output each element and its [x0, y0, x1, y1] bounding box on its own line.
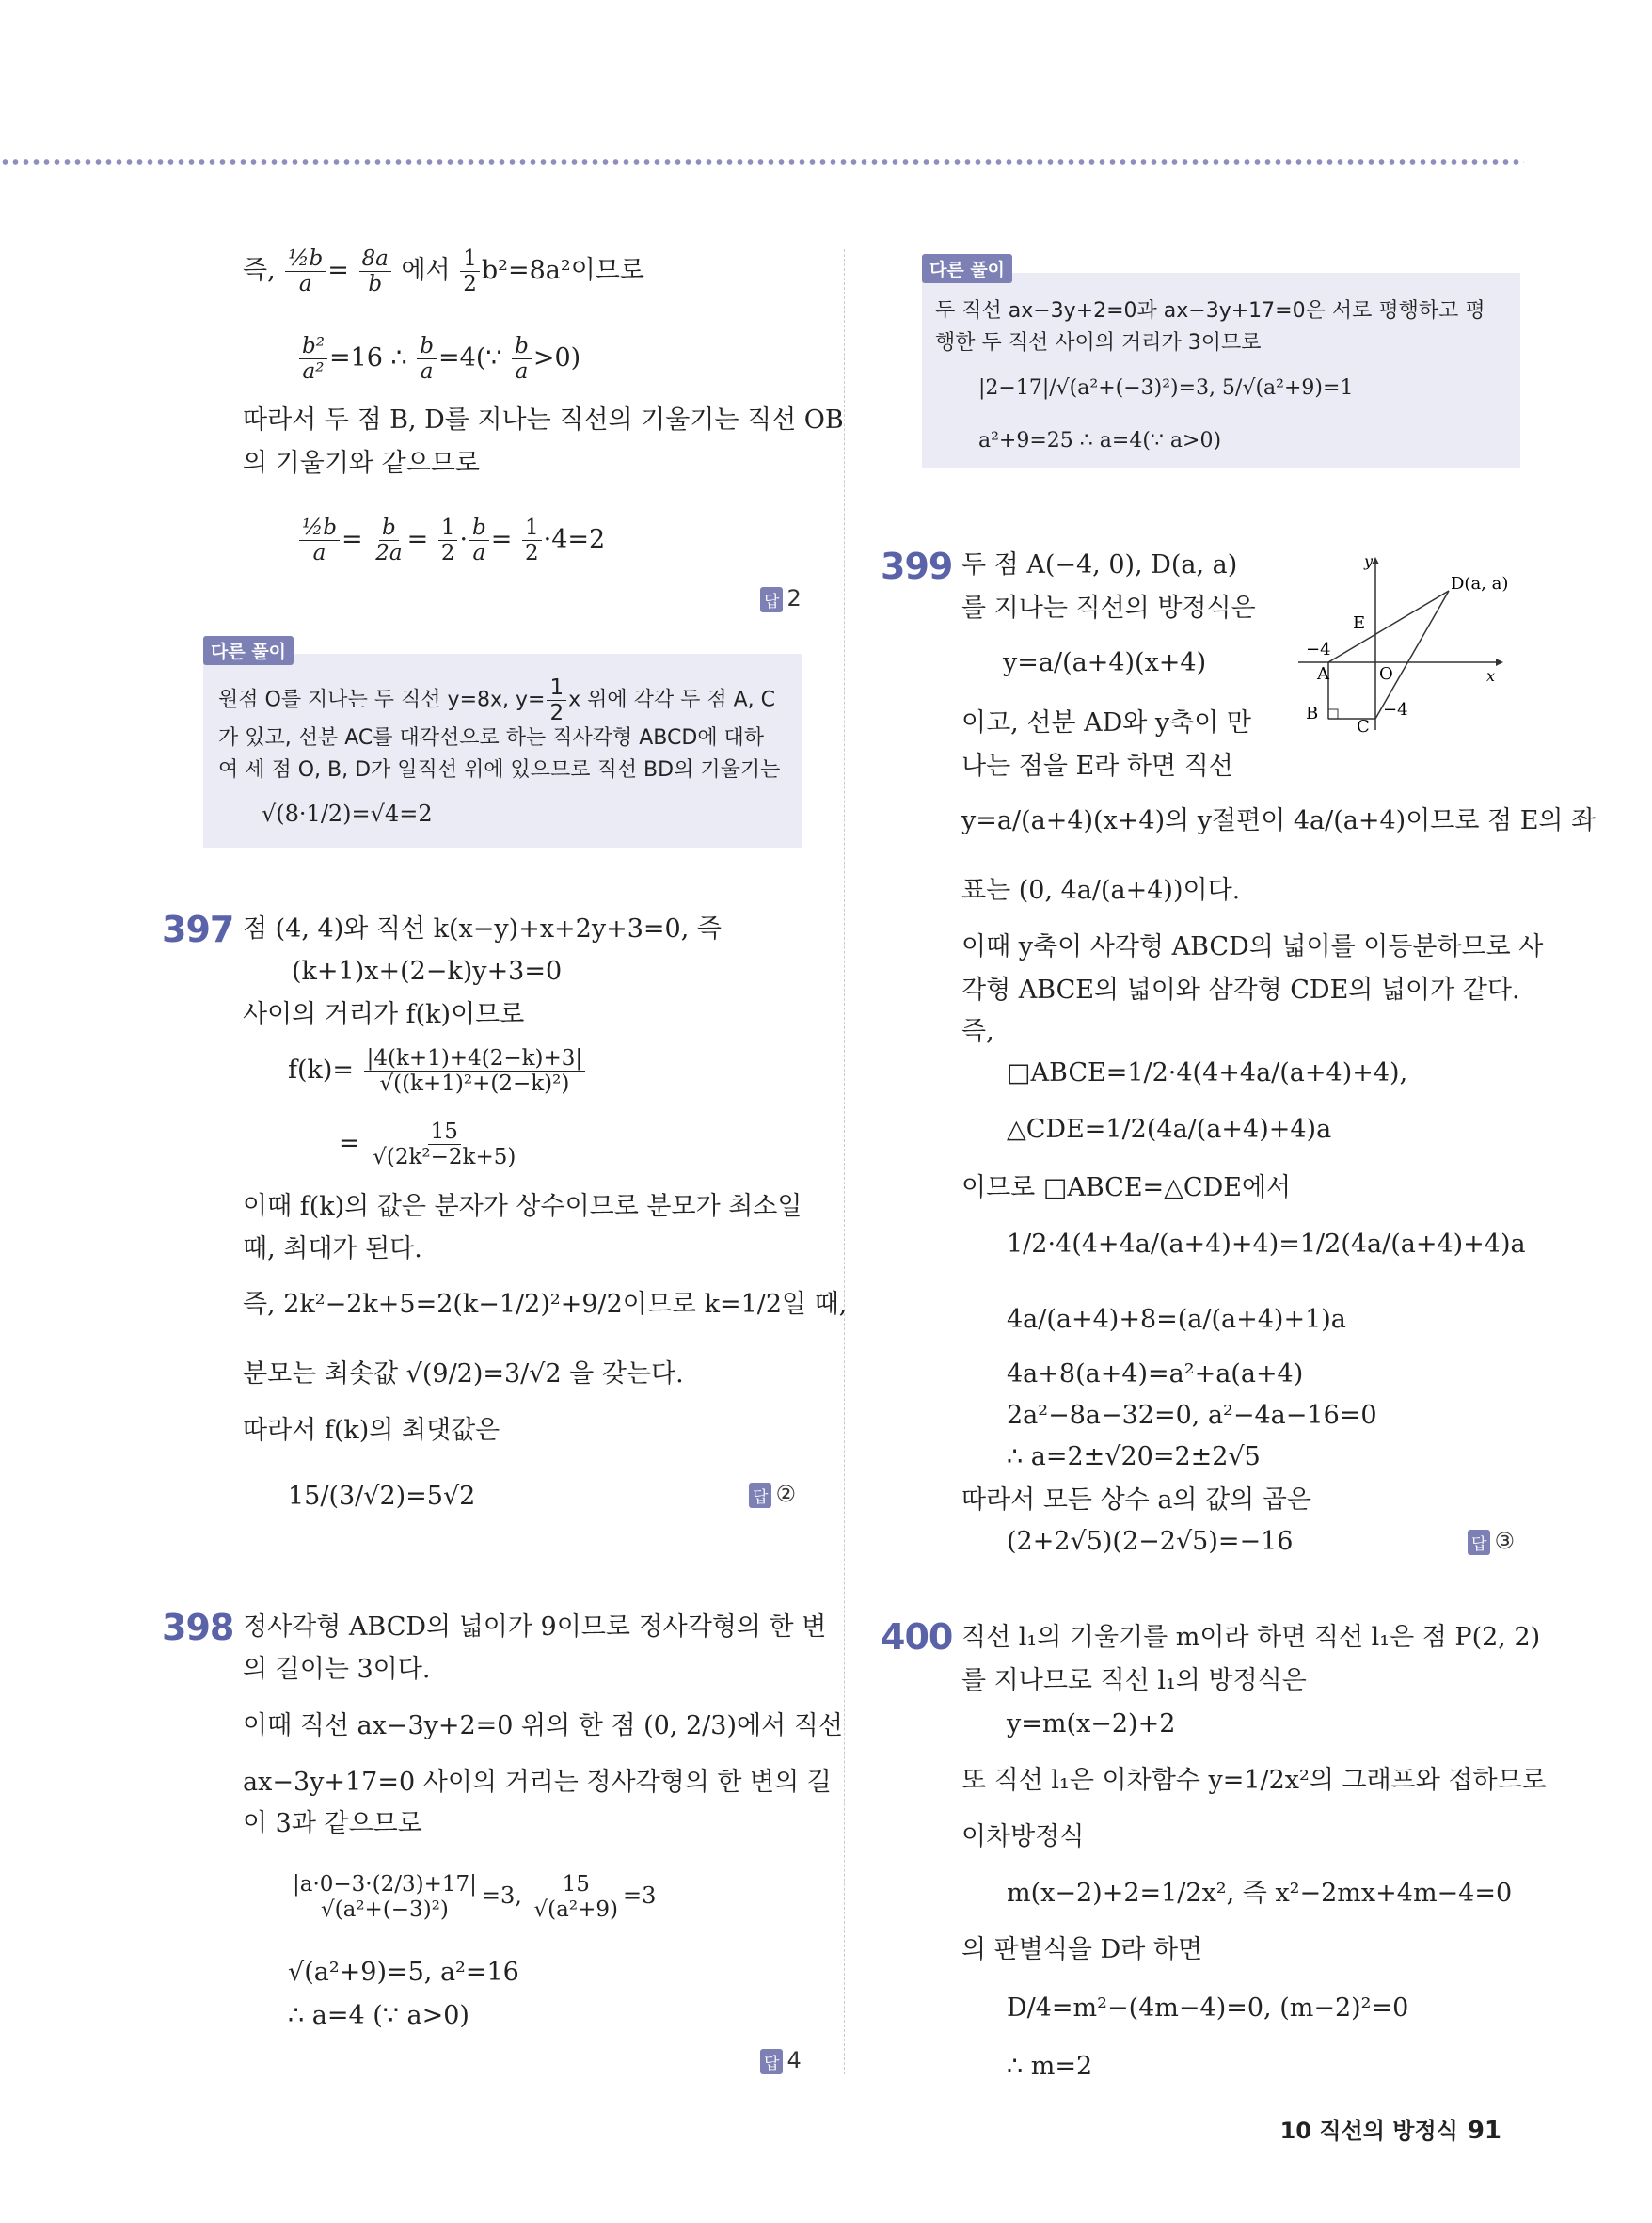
text-line: a²+9=25 ∴ a=4(∵ a>0) — [978, 429, 1222, 453]
text-line: 이 3과 같으므로 — [243, 1809, 422, 1838]
text-line: 원점 O를 지나는 두 직선 y=8x, y= $\frac{1}{2}$ x 위에 각각 두 점 A, C — [218, 675, 776, 725]
tick-minus4-x: −4 — [1306, 640, 1331, 659]
text-line: √(8·1/2)=√4=2 — [262, 801, 433, 827]
solution-line: = $\frac{15}{\text{√(2k²−2k+5)}}$ — [339, 1119, 516, 1169]
y-axis-arrow — [1372, 557, 1379, 564]
right-angle-mark — [1328, 709, 1338, 719]
text-line: 때, 최대가 된다. — [243, 1234, 422, 1263]
text-line: m(x−2)+2=1/2x², 즉 x²−2mx+4m−4=0 — [1007, 1879, 1513, 1908]
problem-number-400: 400 — [881, 1616, 953, 1658]
x-axis-arrow — [1496, 659, 1503, 666]
text-line: 정사각형 ABCD의 넓이가 9이므로 정사각형의 한 변 — [243, 1612, 827, 1642]
text-line: ∴ a=2±√20=2±2√5 — [1007, 1442, 1261, 1471]
text-line: 따라서 두 점 B, D를 지나는 직선의 기울기는 직선 OB — [243, 405, 844, 435]
text-line: 즉, 2k²−2k+5=2(k−1/2)²+9/2이므로 k=1/2일 때, — [243, 1290, 848, 1319]
point-B-label: B — [1306, 704, 1319, 723]
chapter-title: 10 직선의 방정식 — [1279, 2118, 1458, 2144]
text-line: 4a+8(a+4)=a²+a(a+4) — [1007, 1359, 1304, 1389]
text-line: 또 직선 l₁은 이차함수 y=1/2x²의 그래프와 접하므로 — [961, 1766, 1547, 1795]
text-line: 즉, — [961, 1017, 994, 1046]
point-E-label: E — [1353, 613, 1366, 633]
text-line: 점 (4, 4)와 직선 k(x−y)+x+2y+3=0, 즉 — [243, 914, 722, 944]
text-line: |2−17|/√(a²+(−3)²)=3, 5/√(a²+9)=1 — [978, 376, 1354, 400]
text-line: ax−3y+17=0 사이의 거리는 정사각형의 한 변의 길 — [243, 1768, 832, 1797]
text-line: 두 점 A(−4, 0), D(a, a) — [961, 550, 1238, 580]
solution-line: $\frac{\text{b²}}{\text{a²}}$ =16 ∴ $\frac{b}{a}$ =4(∵ $\frac{b}{a}$ >0) — [297, 334, 580, 384]
solution-line: $\frac{|a\cdot 0-3\cdot(2/3)+17|}{\text{√(a²+(−3)²)}}$ =3, $\frac{15}{\text{√(a²+9)}}$ =3 — [288, 1872, 656, 1922]
text-line: 4a/(a+4)+8=(a/(a+4)+1)a — [1007, 1305, 1346, 1334]
text-line: 따라서 모든 상수 a의 값의 곱은 — [961, 1485, 1311, 1515]
page-number: 91 — [1467, 2117, 1501, 2145]
solution-line: 즉, $\frac{\text{½b}}{a}$ = $\frac{8a}{b}$ 에서 $\frac{1}{2}$ b²=8a²이므로 — [243, 246, 644, 296]
text-line: ∴ a=4 (∵ a>0) — [288, 2001, 469, 2030]
segment-AD — [1328, 591, 1449, 662]
text-line: 행한 두 직선 사이의 거리가 3이므로 — [935, 331, 1262, 355]
page-footer — [1280, 2112, 1501, 2145]
answer-399: 답 ③ — [1468, 1528, 1515, 1555]
text-line: 따라서 f(k)의 최댓값은 — [243, 1416, 500, 1445]
text-line: y=m(x−2)+2 — [1007, 1709, 1176, 1739]
column-divider — [844, 249, 845, 2074]
text-line: 사이의 거리가 f(k)이므로 — [243, 1000, 525, 1029]
text-line: √(a²+9)=5, a²=16 — [288, 1958, 519, 1987]
text-line: 이고, 선분 AD와 y축이 만 — [961, 708, 1251, 738]
text-line: 이때 f(k)의 값은 분자가 상수이므로 분모가 최소일 — [243, 1192, 802, 1221]
text-line: y=a/(a+4)(x+4)의 y절편이 4a/(a+4)이므로 점 E의 좌 — [961, 806, 1596, 835]
text-line: 1/2·4(4+4a/(a+4)+4)=1/2(4a/(a+4)+4)a — [1007, 1230, 1526, 1259]
text-line: 이때 직선 ax−3y+2=0 위의 한 점 (0, 2/3)에서 직선 — [243, 1711, 843, 1740]
x-axis-label: x — [1486, 667, 1496, 685]
text-line: 분모는 최솟값 √(9/2)=3/√2 을 갖는다. — [243, 1359, 684, 1389]
text-line: 가 있고, 선분 AC를 대각선으로 하는 직사각형 ABCD에 대하 — [218, 726, 765, 750]
y-axis-label: y — [1364, 552, 1374, 570]
text-line: 의 판별식을 D라 하면 — [961, 1935, 1203, 1964]
answer-396: 답 2 — [760, 585, 802, 612]
answer-397: 답 ② — [749, 1481, 796, 1508]
text-line: △CDE=1/2(4a/(a+4)+4)a — [1007, 1115, 1332, 1144]
text-line: y=a/(a+4)(x+4) — [1003, 648, 1207, 677]
point-D-label: D(a, a) — [1451, 574, 1509, 594]
text-line: 15/(3/√2)=5√2 — [288, 1482, 476, 1511]
text-line: 를 지나는 직선의 방정식은 — [961, 594, 1256, 623]
text-line: 여 세 점 O, B, D가 일직선 위에 있으므로 직선 BD의 기울기는 — [218, 758, 781, 782]
origin-label: O — [1379, 664, 1393, 684]
text-line: 직선 l₁의 기울기를 m이라 하면 직선 l₁은 점 P(2, 2) — [961, 1623, 1541, 1652]
text-line: 이차방정식 — [961, 1822, 1085, 1851]
text-line: ∴ m=2 — [1007, 2052, 1093, 2081]
problem-number-397: 397 — [162, 909, 234, 950]
text-line: 의 기울기와 같으므로 — [243, 449, 480, 478]
text-line: 각형 ABCE의 넓이와 삼각형 CDE의 넓이가 같다. — [961, 976, 1520, 1005]
text-line: (k+1)x+(2−k)y+3=0 — [292, 957, 563, 986]
text-line: 표는 (0, 4a/(a+4))이다. — [961, 876, 1241, 905]
point-A-label: A — [1317, 664, 1329, 684]
alt-solution-badge: 다른 풀이 — [203, 636, 294, 665]
coordinate-graph — [1289, 551, 1515, 739]
text-line: 이때 y축이 사각형 ABCD의 넓이를 이등분하므로 사 — [961, 932, 1544, 961]
text-line: 이므로 □ABCE=△CDE에서 — [961, 1173, 1292, 1202]
text-line: 를 지나므로 직선 l₁의 방정식은 — [961, 1666, 1307, 1695]
alt-solution-badge: 다른 풀이 — [922, 254, 1012, 283]
problem-number-398: 398 — [162, 1607, 234, 1648]
solution-line: f(k)= $\frac{|4(k+1)+4(2-k)+3|}{\text{√((k+1)²+(2−k)²)}}$ — [288, 1046, 587, 1096]
text-line: □ABCE=1/2·4(4+4a/(a+4)+4), — [1007, 1058, 1408, 1088]
text-line: 나는 점을 E라 하면 직선 — [961, 752, 1233, 781]
problem-number-399: 399 — [881, 546, 953, 587]
text-line: 2a²−8a−32=0, a²−4a−16=0 — [1007, 1401, 1377, 1430]
answer-398: 답 4 — [760, 2047, 802, 2074]
header-dotted-rule — [0, 158, 1524, 166]
solution-line: $\frac{\text{½b}}{a}$ = $\frac{b}{2a}$ = $\frac{1}{2}$ · $\frac{b}{a}$ = $\frac{1}{2}$ ·4=2 — [297, 516, 605, 565]
text-line: 의 길이는 3이다. — [243, 1655, 431, 1684]
text-line: 두 직선 ax−3y+2=0과 ax−3y+17=0은 서로 평행하고 평 — [935, 299, 1485, 323]
text-line: (2+2√5)(2−2√5)=−16 — [1007, 1527, 1294, 1556]
point-C-label: C — [1357, 717, 1370, 737]
text-line: D/4=m²−(4m−4)=0, (m−2)²=0 — [1007, 1993, 1409, 2023]
tick-minus4-y: −4 — [1383, 700, 1408, 720]
